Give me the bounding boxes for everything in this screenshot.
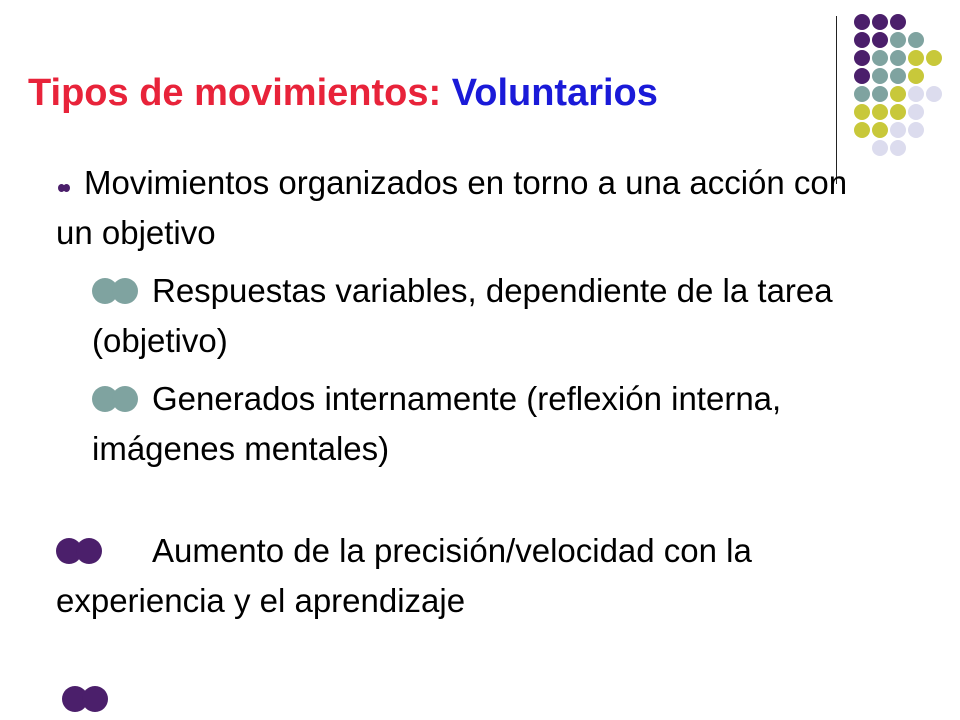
- sub-bullet-item: [92, 374, 882, 474]
- dot-purple: [854, 50, 870, 66]
- dot-teal: [872, 50, 888, 66]
- bullet-icon: [62, 686, 110, 712]
- dot-teal: [908, 32, 924, 48]
- bullet-icon: [58, 184, 70, 192]
- dot-purple: [890, 14, 906, 30]
- dot-yellow: [908, 50, 924, 66]
- bullet-item: [56, 526, 906, 626]
- dot-lavender: [908, 86, 924, 102]
- dot-purple: [854, 68, 870, 84]
- bullet-text: Movimientos organizados en torno a una acción con un objetivo: [56, 164, 848, 251]
- dot-teal: [854, 86, 870, 102]
- sub-bullet-text: Respuestas variables, dependiente de la tarea (objetivo): [92, 272, 833, 359]
- dot-yellow: [926, 50, 942, 66]
- dot-lavender: [908, 104, 924, 120]
- dot-purple: [854, 32, 870, 48]
- sub-bullet-text: Generados internamente (reflexión interna, imágenes mentales): [92, 380, 782, 467]
- slide-title: [28, 72, 658, 115]
- bullet-item-empty: [62, 686, 110, 715]
- dot-teal: [890, 68, 906, 84]
- sub-bullet-icon: [92, 386, 140, 412]
- bullet-item: [56, 158, 856, 258]
- dot-teal: [872, 68, 888, 84]
- dot-purple: [854, 14, 870, 30]
- dot-teal: [890, 32, 906, 48]
- bullet-text: Aumento de la precisión/velocidad con la experiencia y el aprendizaje: [56, 532, 752, 619]
- sub-bullet-icon: [92, 278, 140, 304]
- dot-purple: [872, 14, 888, 30]
- dot-lavender: [872, 140, 888, 156]
- dot-yellow: [854, 104, 870, 120]
- slide-title-highlight: Voluntarios: [451, 72, 658, 114]
- dot-lavender: [890, 122, 906, 138]
- dot-teal: [890, 50, 906, 66]
- bullet-icon: [56, 538, 104, 564]
- slide-title-prefix: Tipos de movimientos:: [28, 72, 452, 114]
- dot-lavender: [890, 140, 906, 156]
- dot-purple: [872, 32, 888, 48]
- dot-yellow: [890, 86, 906, 102]
- dot-teal: [872, 86, 888, 102]
- dot-lavender: [908, 122, 924, 138]
- dot-yellow: [890, 104, 906, 120]
- dot-yellow: [908, 68, 924, 84]
- decorative-dot-grid: [850, 14, 960, 154]
- dot-yellow: [854, 122, 870, 138]
- dot-yellow: [872, 104, 888, 120]
- dot-yellow: [872, 122, 888, 138]
- sub-bullet-item: [92, 266, 882, 366]
- dot-lavender: [926, 86, 942, 102]
